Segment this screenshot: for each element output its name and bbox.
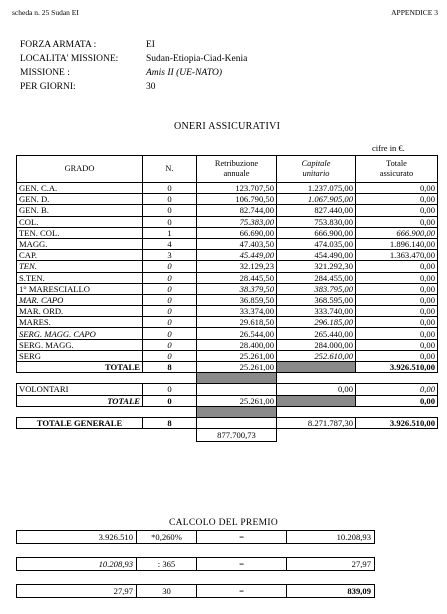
premio-row-3: [16, 584, 375, 598]
capitale-cell: 666.900,00: [277, 227, 356, 238]
count-cell: 1: [143, 227, 197, 238]
shaded-cell: [197, 406, 277, 417]
count-cell: 0: [143, 306, 197, 317]
info-value-forza: EI: [146, 40, 155, 50]
premio-1-a: 3.926.510: [17, 531, 137, 544]
totale2-n: 0: [143, 395, 197, 406]
extra-value: 877.700,73: [197, 429, 277, 442]
capitale-cell: 265.440,00: [277, 328, 356, 339]
totale-generale-n: 8: [143, 417, 197, 428]
totale-cell: 0,00: [356, 328, 438, 339]
volontari-row: [17, 384, 438, 395]
premio-3-op: 30: [137, 585, 197, 598]
premio-2-op: : 365: [137, 558, 197, 571]
grado-cell: GEN. B.: [17, 205, 143, 216]
totale-row: [17, 362, 438, 373]
retribuzione-cell: 32.129,23: [197, 261, 277, 272]
grado-cell: MAR. CAPO: [17, 294, 143, 305]
totale-cell: 0,00: [356, 306, 438, 317]
count-cell: 4: [143, 238, 197, 249]
grado-cell: MARES.: [17, 317, 143, 328]
table-header-row: [17, 156, 438, 183]
totale-label: TOTALE: [17, 362, 143, 373]
table-row: [17, 250, 438, 261]
insurance-table: [16, 155, 438, 442]
header-totale: Totale assicurato: [356, 156, 438, 183]
premio-1-res: 10.208,93: [287, 531, 375, 544]
header-n: N.: [143, 156, 197, 183]
table-row: [17, 283, 438, 294]
totale-tot: 3.926.510,00: [356, 362, 438, 373]
capitale-cell: 474.035,00: [277, 238, 356, 249]
totale-cell: 0,00: [356, 350, 438, 361]
totale-cell: 0,00: [356, 339, 438, 350]
table-row: [17, 238, 438, 249]
table-row: [17, 272, 438, 283]
totale2-label: TOTALE: [17, 395, 143, 406]
capitale-cell: 383.795,00: [277, 283, 356, 294]
table-row: [17, 339, 438, 350]
volontari-label: VOLONTARI: [17, 384, 143, 395]
totale-cell: 0,00: [356, 216, 438, 227]
capitale-cell: 1.237.075,00: [277, 183, 356, 194]
premio-2-a: 10.208,93: [17, 558, 137, 571]
totale-volontari-row: [17, 395, 438, 406]
count-cell: 0: [143, 216, 197, 227]
retribuzione-cell: 33.374,00: [197, 306, 277, 317]
volontari-n: 0: [143, 384, 197, 395]
premio-3-res: 839,09: [287, 585, 375, 598]
table-row: [17, 350, 438, 361]
totale-cell: 0,00: [356, 294, 438, 305]
grado-cell: COL.: [17, 216, 143, 227]
retribuzione-cell: 106.790,50: [197, 194, 277, 205]
header-capitale: Capitale unitario: [277, 156, 356, 183]
totale-cell: 0,00: [356, 272, 438, 283]
totale-cell: 0,00: [356, 261, 438, 272]
retribuzione-cell: 66.690,00: [197, 227, 277, 238]
shaded-cell: [197, 373, 277, 384]
premio-2-eq: =: [197, 558, 287, 571]
retribuzione-cell: 28.445,50: [197, 272, 277, 283]
grado-cell: TEN. COL.: [17, 227, 143, 238]
table-row: [17, 216, 438, 227]
totale-cell: 0,00: [356, 205, 438, 216]
retribuzione-cell: 47.403,50: [197, 238, 277, 249]
info-value-giorni: 30: [146, 82, 156, 92]
table-row: [17, 227, 438, 238]
count-cell: 0: [143, 283, 197, 294]
premio-1-eq: =: [197, 531, 287, 544]
table-row: [17, 328, 438, 339]
header-retribuzione: Retribuzione annuale: [197, 156, 277, 183]
count-cell: 0: [143, 205, 197, 216]
grado-cell: GEN. D.: [17, 194, 143, 205]
table-row: [17, 294, 438, 305]
table-row: [17, 183, 438, 194]
sheet-reference: scheda n. 25 Sudan EI: [12, 8, 79, 17]
count-cell: 0: [143, 194, 197, 205]
totale-cell: 1.363.470,00: [356, 250, 438, 261]
retribuzione-cell: 123.707,50: [197, 183, 277, 194]
totale-retr: 25.261,00: [197, 362, 277, 373]
totale-generale-cap: 8.271.787,30: [277, 417, 356, 428]
capitale-cell: 753.830,00: [277, 216, 356, 227]
info-label-giorni: PER GIORNI:: [20, 82, 76, 92]
retribuzione-cell: 25.261,00: [197, 350, 277, 361]
count-cell: 0: [143, 261, 197, 272]
totale2-tot: 0,00: [356, 395, 438, 406]
capitale-cell: 454.490,00: [277, 250, 356, 261]
grado-cell: 1° MARESCIALLO: [17, 283, 143, 294]
premio-3-eq: =: [197, 585, 287, 598]
totale-n: 8: [143, 362, 197, 373]
volontari-cap: 0,00: [277, 384, 356, 395]
retribuzione-cell: 75.383,00: [197, 216, 277, 227]
info-label-localita: LOCALITA' MISSIONE:: [20, 54, 119, 64]
table-row: [17, 194, 438, 205]
capitale-cell: 284.000,00: [277, 339, 356, 350]
totale2-retr: 25.261,00: [197, 395, 277, 406]
grado-cell: SERG. MAGG. CAPO: [17, 328, 143, 339]
totale-cell: 0,00: [356, 183, 438, 194]
grado-cell: SERG: [17, 350, 143, 361]
retribuzione-cell: 38.379,50: [197, 283, 277, 294]
grado-cell: CAP.: [17, 250, 143, 261]
capitale-cell: 1.067.905,00: [277, 194, 356, 205]
spacer-row: [17, 406, 438, 417]
count-cell: 0: [143, 317, 197, 328]
totale-cell: 0,00: [356, 194, 438, 205]
capitale-cell: 321.292,30: [277, 261, 356, 272]
header-grado: GRADO: [17, 156, 143, 183]
extra-row: [17, 429, 438, 442]
totale-cell: 0,00: [356, 283, 438, 294]
retribuzione-cell: 26.544,00: [197, 328, 277, 339]
premio-title: CALCOLO DEL PREMIO: [169, 518, 279, 528]
info-label-forza: FORZA ARMATA :: [20, 40, 97, 50]
totale-generale-tot: 3.926.510,00: [356, 417, 438, 428]
capitale-cell: 296.185,00: [277, 317, 356, 328]
volontari-tot: 0,00: [356, 384, 438, 395]
totale-generale-label: TOTALE GENERALE: [17, 417, 143, 428]
totale-cell: 1.896.140,00: [356, 238, 438, 249]
shaded-cell: [277, 395, 356, 406]
capitale-cell: 827.440,00: [277, 205, 356, 216]
totale-cell: 666.900,00: [356, 227, 438, 238]
count-cell: 0: [143, 183, 197, 194]
capitale-cell: 333.740,00: [277, 306, 356, 317]
appendix-label: APPENDICE 3: [391, 8, 438, 17]
premio-1-op: *0,260%: [137, 531, 197, 544]
premio-3-a: 27,97: [17, 585, 137, 598]
totale-cell: 0,00: [356, 317, 438, 328]
shaded-cell: [277, 362, 356, 373]
premio-row-1: [16, 530, 375, 544]
grado-cell: GEN. C.A.: [17, 183, 143, 194]
info-label-missione: MISSIONE :: [20, 68, 70, 78]
count-cell: 0: [143, 294, 197, 305]
table-row: [17, 205, 438, 216]
count-cell: 0: [143, 272, 197, 283]
count-cell: 0: [143, 328, 197, 339]
currency-note: cifre in €.: [372, 143, 405, 153]
grado-cell: TEN.: [17, 261, 143, 272]
premio-2-res: 27,97: [287, 558, 375, 571]
count-cell: 3: [143, 250, 197, 261]
totale-generale-row: [17, 417, 438, 428]
retribuzione-cell: 28.400,00: [197, 339, 277, 350]
table-row: [17, 306, 438, 317]
count-cell: 0: [143, 350, 197, 361]
table-row: [17, 261, 438, 272]
retribuzione-cell: 45.449,00: [197, 250, 277, 261]
capitale-cell: 252.610,00: [277, 350, 356, 361]
count-cell: 0: [143, 339, 197, 350]
info-value-missione: Amis II (UE-NATO): [146, 68, 222, 78]
info-value-localita: Sudan-Etiopia-Ciad-Kenia: [146, 54, 248, 64]
retribuzione-cell: 36.859,50: [197, 294, 277, 305]
section-title: ONERI ASSICURATIVI: [174, 121, 281, 132]
spacer-row: [17, 373, 438, 384]
retribuzione-cell: 82.744,00: [197, 205, 277, 216]
grado-cell: MAGG.: [17, 238, 143, 249]
grado-cell: MAR. ORD.: [17, 306, 143, 317]
capitale-cell: 368.595,00: [277, 294, 356, 305]
retribuzione-cell: 29.618,50: [197, 317, 277, 328]
table-row: [17, 317, 438, 328]
grado-cell: S.TEN.: [17, 272, 143, 283]
grado-cell: SERG. MAGG.: [17, 339, 143, 350]
premio-row-2: [16, 557, 375, 571]
capitale-cell: 284.455,00: [277, 272, 356, 283]
